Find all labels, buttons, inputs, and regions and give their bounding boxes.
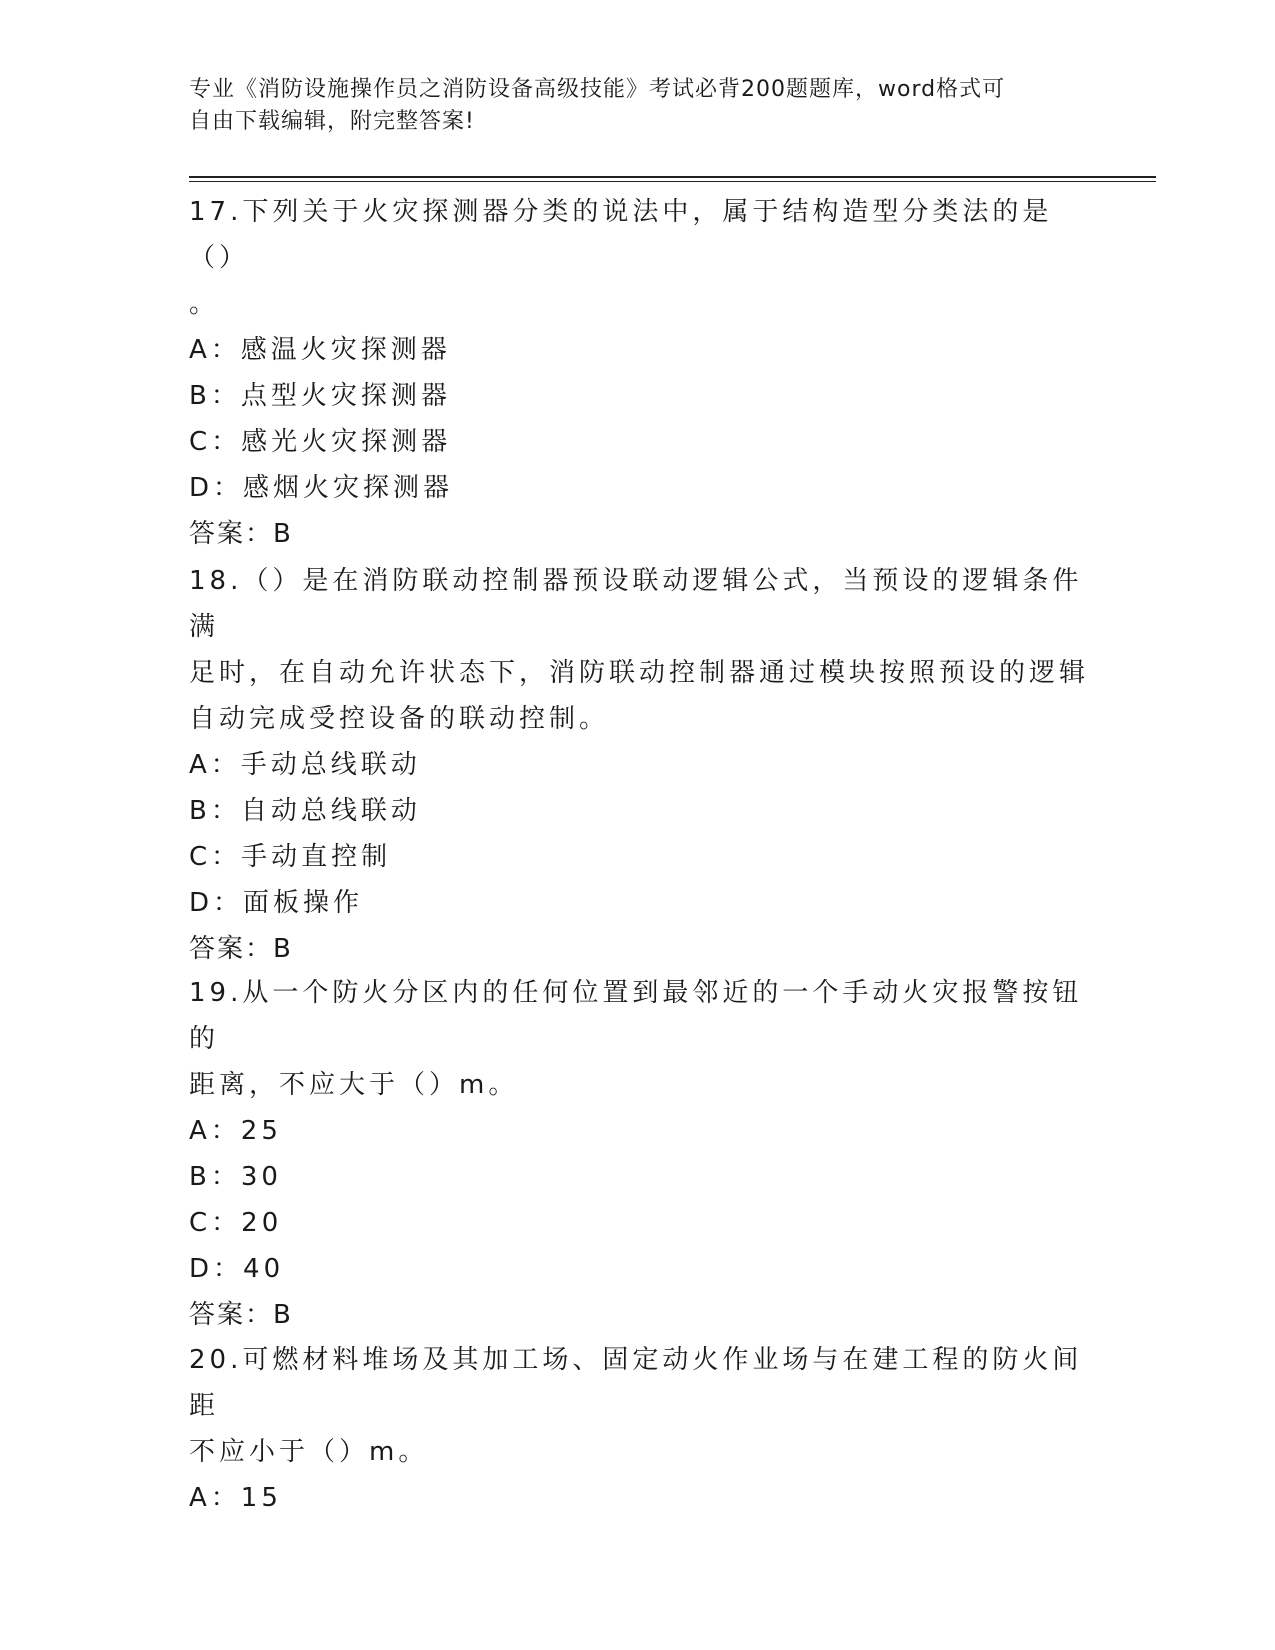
option-b: B：点型火灾探测器	[189, 381, 451, 411]
answer: 答案：B	[189, 1300, 293, 1330]
answer: 答案：B	[189, 519, 293, 549]
question-text-line: 19.从一个防火分区内的任何位置到最邻近的一个手动火灾报警按钮的	[189, 978, 1083, 1054]
option-a: A：感温火灾探测器	[189, 335, 451, 365]
document-header	[189, 74, 1089, 138]
question-text-line: 20.可燃材料堆场及其加工场、固定动火作业场与在建工程的防火间距	[189, 1345, 1083, 1421]
question-17	[189, 189, 1089, 557]
question-text-line: 不应小于（）m。	[189, 1437, 429, 1467]
option-a: A：25	[189, 1116, 282, 1146]
header-line-2: 自由下载编辑，附完整答案!	[189, 109, 475, 134]
option-d: D：40	[189, 1254, 285, 1284]
question-text-line: 自动完成受控设备的联动控制。	[189, 704, 610, 734]
question-text-line: 。	[189, 289, 220, 319]
option-b: B：自动总线联动	[189, 796, 421, 826]
option-d: D：感烟火灾探测器	[189, 473, 454, 503]
header-line-1: 专业《消防设施操作员之消防设备高级技能》考试必背200题题库，word格式可	[189, 77, 1006, 102]
header-divider-thick	[189, 176, 1156, 178]
option-a: A：15	[189, 1483, 282, 1513]
question-text-line: 距离，不应大于（）m。	[189, 1070, 519, 1100]
option-a: A：手动总线联动	[189, 750, 421, 780]
option-c: C：手动直控制	[189, 842, 392, 872]
question-19	[189, 970, 1089, 1338]
question-18	[189, 558, 1089, 972]
question-20	[189, 1337, 1089, 1521]
option-c: C：20	[189, 1208, 283, 1238]
option-c: C：感光火灾探测器	[189, 427, 452, 457]
question-text-line: 足时，在自动允许状态下，消防联动控制器通过模块按照预设的逻辑	[189, 658, 1090, 688]
option-d: D：面板操作	[189, 888, 364, 918]
answer: 答案：B	[189, 934, 293, 964]
option-b: B：30	[189, 1162, 282, 1192]
question-text-line: 18.（）是在消防联动控制器预设联动逻辑公式，当预设的逻辑条件满	[189, 566, 1083, 642]
header-divider-thin	[189, 181, 1156, 182]
question-text-line: 17.下列关于火灾探测器分类的说法中，属于结构造型分类法的是（）	[189, 197, 1053, 273]
